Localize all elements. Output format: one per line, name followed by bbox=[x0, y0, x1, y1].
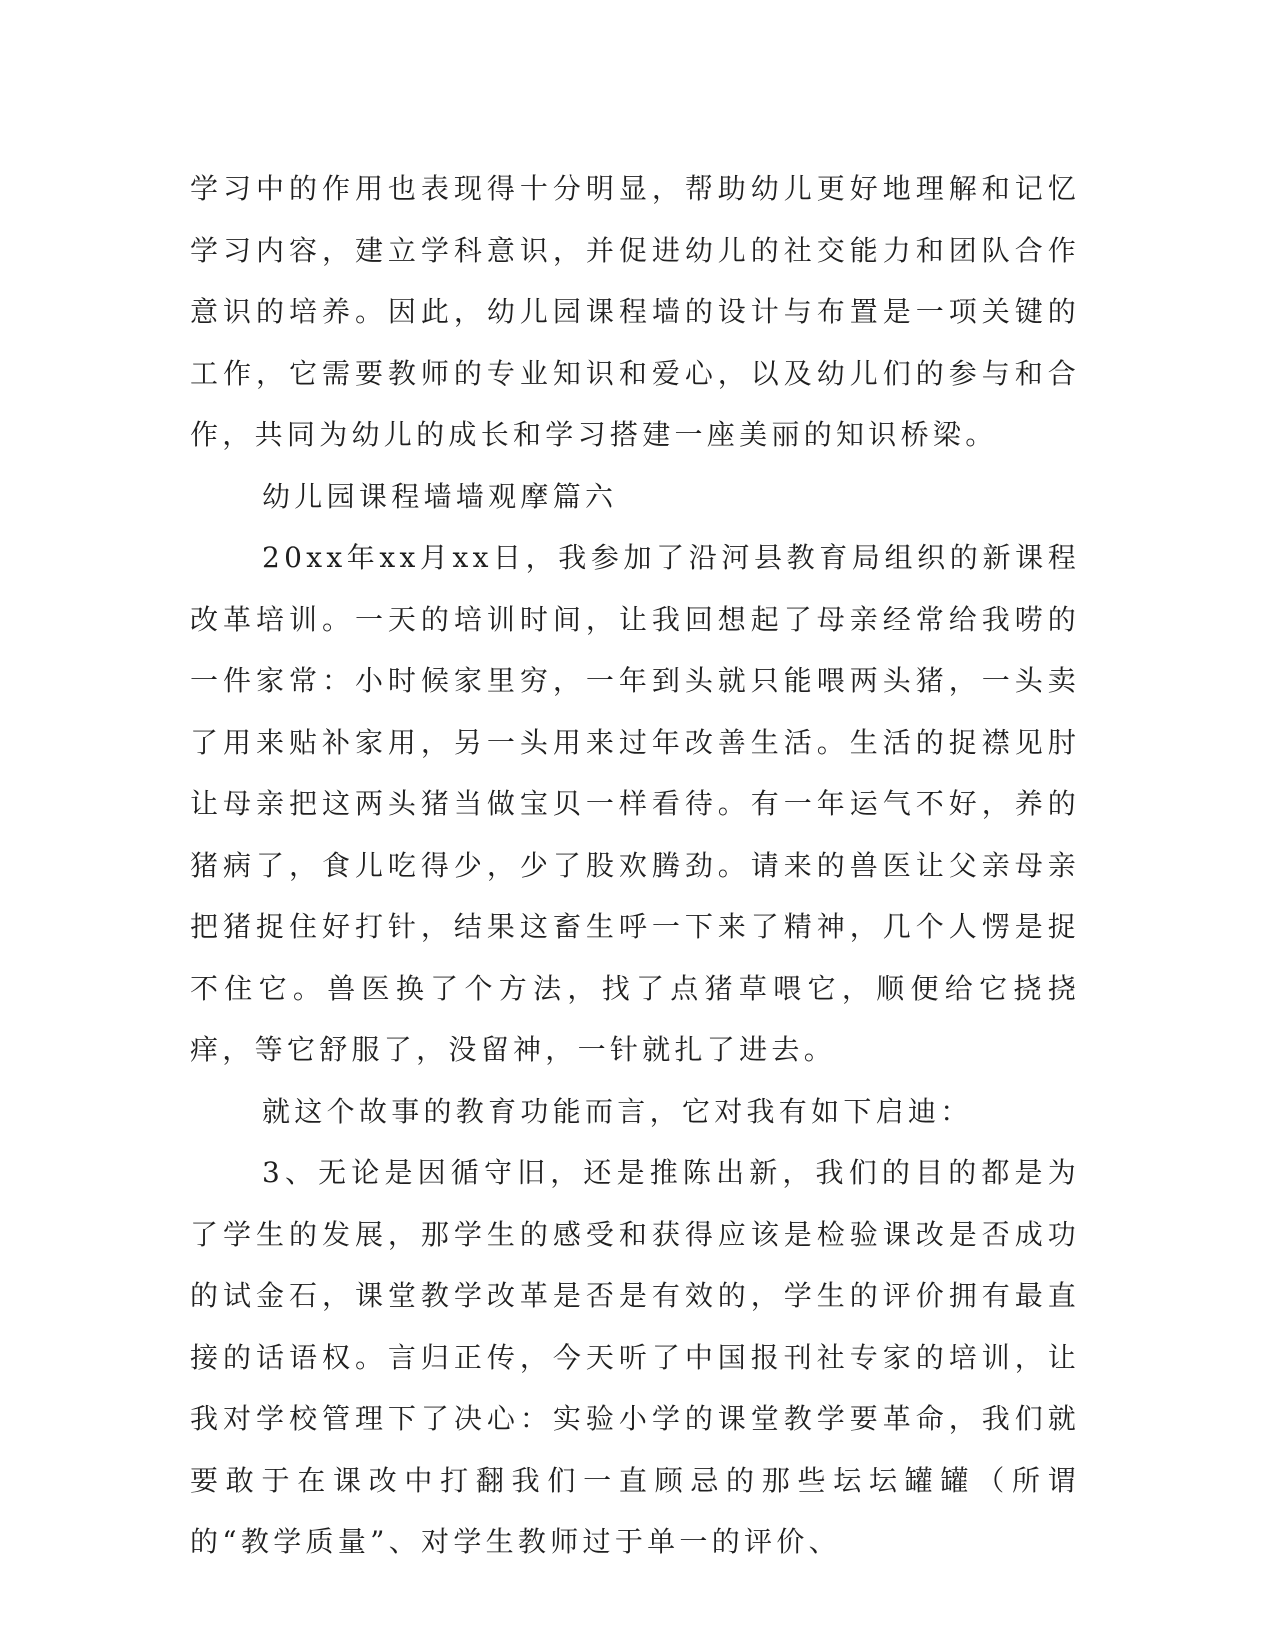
paragraph-continuation: 学习中的作用也表现得十分明显，帮助幼儿更好地理解和记忆学习内容，建立学科意识，并促进幼儿的社交能力和团队合作意识的培养。因此，幼儿园课程墙的设计与布置是一项关键的工作，它需要教师的专业知识和爱心，以及幼儿们的参与和合作，共同为幼儿的成长和学习搭建一座美丽的知识桥梁。 bbox=[190, 172, 1080, 451]
paragraph-inspiration-intro: 就这个故事的教育功能而言，它对我有如下启迪： bbox=[262, 1094, 973, 1128]
paragraph-point-3: 3、无论是因循守旧，还是推陈出新，我们的目的都是为了学生的发展，那学生的感受和获得应该是检验课改是否成功的试金石，课堂教学改革是否是有效的，学生的评价拥有最直接的话语权。言归正传，今天听了中国报刊社专家的培训，让我对学校管理下了决心：实验小学的课堂教学要革命，我们就要敢于在课改中打翻我们一直顾忌的那些坛坛罐罐（所谓的“教学质量”、对学生教师过于单一的评价、 bbox=[190, 1156, 1080, 1558]
document-body bbox=[190, 158, 1080, 1573]
paragraph-training-story: 20xx年xx月xx日，我参加了沿河县教育局组织的新课程改革培训。一天的培训时间，让我回想起了母亲经常给我唠的一件家常：小时候家里穷，一年到头就只能喂两头猪，一头卖了用来贴补家用，另一头用来过年改善生活。生活的捉襟见肘让母亲把这两头猪当做宝贝一样看待。有一年运气不好，养的猪病了，食儿吃得少，少了股欢腾劲。请来的兽医让父亲母亲把猪捉住好打针，结果这畜生呼一下来了精神，几个人愣是捉不住它。兽医换了个方法，找了点猪草喂它，顺便给它挠挠痒，等它舒服了，没留神，一针就扎了进去。 bbox=[190, 541, 1080, 1066]
section-heading: 幼儿园课程墙墙观摩篇六 bbox=[262, 479, 618, 513]
